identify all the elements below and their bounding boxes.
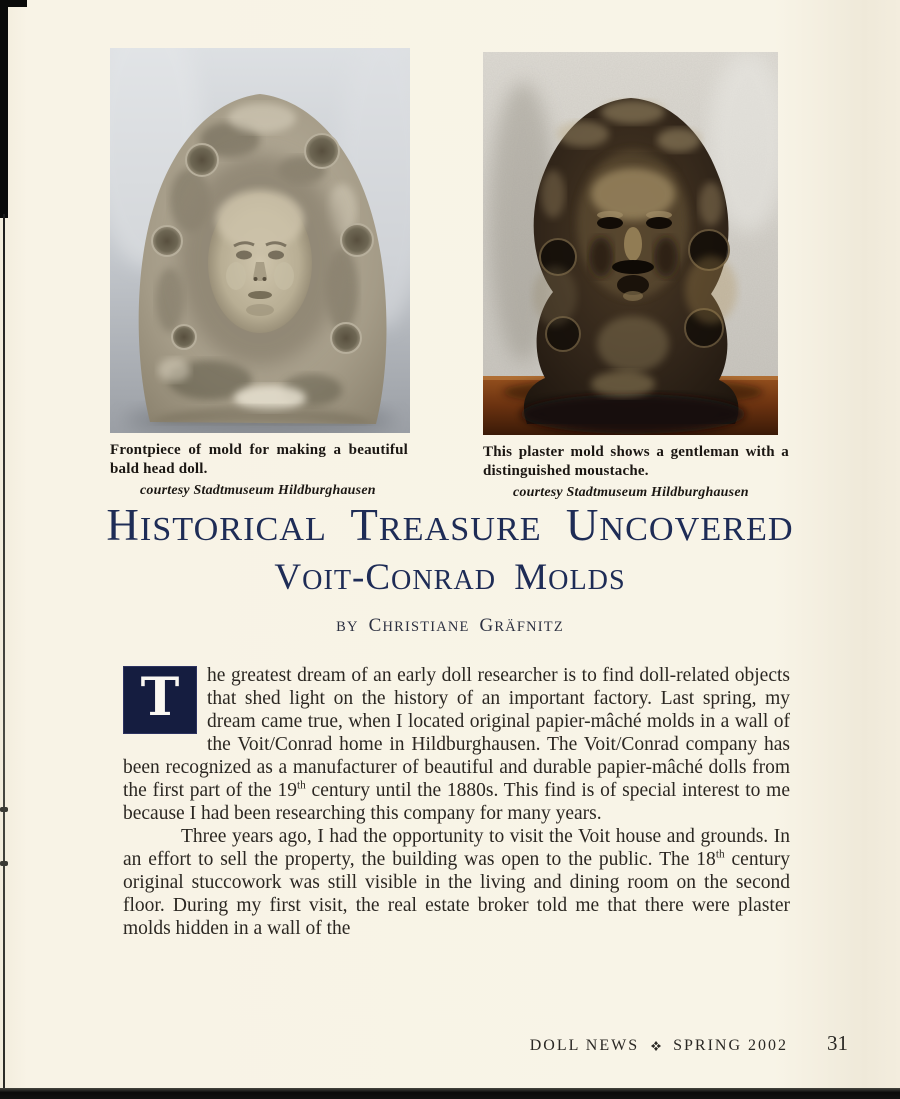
right-photo-caption-block	[483, 443, 789, 502]
scan-edge-bottom	[0, 1088, 900, 1099]
left-photo-caption-block	[110, 441, 408, 500]
baby-face-relief	[208, 190, 312, 333]
scan-edge-top-corner	[0, 0, 27, 7]
caption-credit: courtesy Stadtmuseum Hildburghausen	[513, 485, 749, 500]
moustache	[612, 260, 654, 274]
footer-journal-line	[530, 1037, 788, 1055]
dropcap	[123, 666, 197, 734]
right-mold-photo	[483, 52, 778, 435]
caption-credit: courtesy Stadtmuseum Hildburghausen	[140, 483, 376, 498]
scan-edge-left	[0, 0, 8, 218]
issue-name: SPRING 2002	[673, 1037, 788, 1054]
article-body	[123, 664, 790, 940]
scan-mark	[0, 807, 8, 812]
article-title-line2: VOIT-CONRAD MOLDS	[274, 557, 626, 598]
paragraph: Three years ago, I had the opportunity to visit the Voit house and grounds. In an effort to sell the property, the building was open to the public. The 18th century original stuccowork was still visible in the living and dining room on the second floor. During my first visit, the real estate broker told me that there were plaster molds hidden in a wall of the	[123, 826, 790, 939]
journal-name: DOLL NEWS	[529, 1037, 640, 1054]
paragraph: he greatest dream of an early doll researcher is to find doll-related objects that shed light on the history of an important factory. Last spring, my dream came true, when I located original papier-mâché molds in a wall of the Voit/Conrad home in Hildburghausen. The Voit/Conrad company has been recognized as a manufacturer of beautiful and durable papier-mâché dolls from the first part of the 19th century until the 1880s. This find is of special interest to me because I had been researching this company for many years.	[123, 665, 790, 824]
caption-text: Frontpiece of mold for making a beautiful bald head doll.	[110, 442, 408, 477]
page-number: 31	[827, 1031, 848, 1055]
article-byline: BY CHRISTIANE GRÄFNITZ	[336, 615, 564, 636]
dropcap-letter: T	[140, 667, 180, 728]
scan-edge-left-line	[3, 214, 5, 1090]
left-mold-photo	[110, 48, 410, 433]
article-title-line1: HISTORICAL TREASURE UNCOVERED	[106, 500, 794, 550]
diamond-icon	[651, 1038, 661, 1056]
scan-mark	[0, 861, 8, 866]
caption-text: This plaster mold shows a gentleman with a distinguished moustache.	[483, 444, 789, 479]
